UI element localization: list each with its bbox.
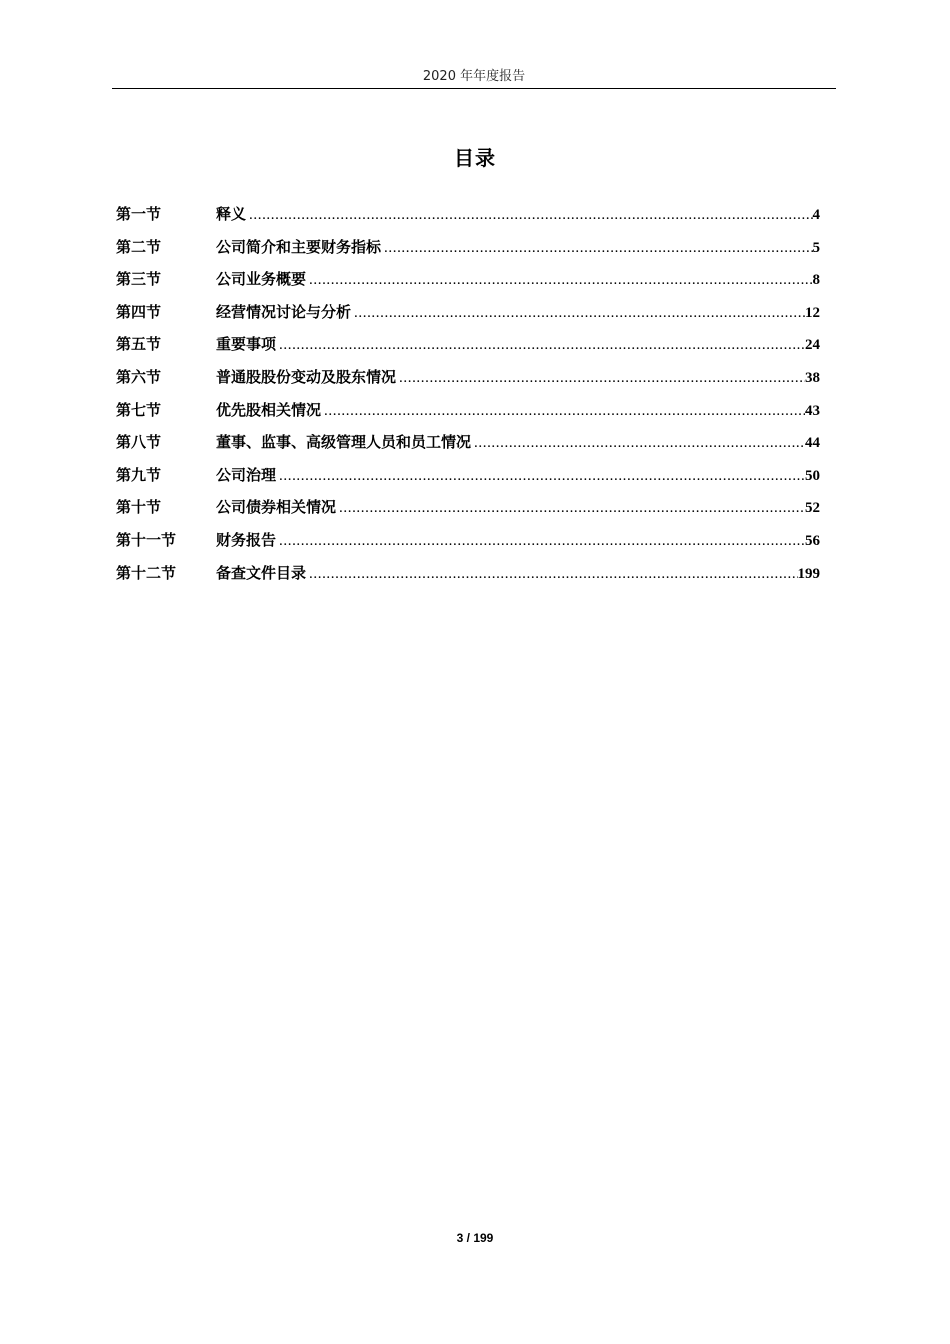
page-number-footer: 3 / 199 — [456, 1231, 494, 1245]
toc-entry-4[interactable] — [116, 296, 820, 329]
toc-section-name: 优先股相关情况 — [216, 400, 322, 419]
toc-entry-11[interactable] — [116, 524, 820, 557]
toc-entry-5[interactable] — [116, 328, 820, 361]
toc-section-number: 第九节 — [116, 465, 162, 484]
toc-section-number: 第五节 — [116, 335, 162, 354]
toc-section-number: 第二节 — [116, 237, 162, 256]
toc-dot-leader — [279, 329, 805, 362]
toc-dot-leader — [474, 427, 805, 460]
toc-dot-leader — [309, 558, 797, 591]
toc-section-number: 第四节 — [116, 302, 162, 321]
toc-section-name: 普通股股份变动及股东情况 — [216, 367, 397, 386]
toc-page-number: 8 — [812, 272, 820, 289]
toc-dot-leader — [249, 199, 812, 232]
toc-section-number: 第三节 — [116, 270, 162, 289]
toc-entry-3[interactable] — [116, 263, 820, 296]
toc-entry-12[interactable] — [116, 557, 820, 590]
toc-section-name: 公司治理 — [216, 465, 277, 484]
toc-entry-2[interactable] — [116, 231, 820, 264]
toc-section-name: 财务报告 — [216, 530, 277, 549]
toc-section-name: 公司简介和主要财务指标 — [216, 237, 382, 256]
header-divider — [112, 88, 836, 89]
toc-title: 目录 — [454, 146, 496, 170]
toc-page-number: 5 — [812, 239, 820, 256]
toc-dot-leader — [354, 297, 805, 330]
table-of-contents — [116, 198, 820, 589]
toc-dot-leader — [399, 362, 805, 395]
toc-section-name: 公司业务概要 — [216, 270, 307, 289]
toc-page-number: 24 — [805, 337, 820, 354]
toc-page-number: 52 — [805, 500, 820, 517]
toc-dot-leader — [279, 460, 805, 493]
toc-page-number: 12 — [805, 304, 820, 321]
toc-page-number: 56 — [805, 532, 820, 549]
toc-dot-leader — [339, 492, 805, 525]
toc-entry-8[interactable] — [116, 426, 820, 459]
toc-section-name: 释义 — [216, 205, 247, 223]
toc-dot-leader — [324, 395, 805, 428]
toc-section-number: 第六节 — [116, 367, 162, 386]
toc-section-number: 第八节 — [116, 433, 162, 452]
toc-dot-leader — [309, 264, 812, 297]
toc-section-name: 备查文件目录 — [216, 563, 307, 582]
toc-page-number: 4 — [812, 207, 820, 223]
toc-section-number: 第七节 — [116, 400, 162, 419]
toc-page-number: 43 — [805, 402, 820, 419]
toc-entry-1[interactable] — [116, 198, 820, 231]
toc-entry-7[interactable] — [116, 394, 820, 427]
toc-section-number: 第一节 — [116, 205, 162, 223]
toc-page-number: 44 — [805, 435, 820, 452]
toc-page-number: 199 — [797, 565, 820, 582]
toc-page-number: 50 — [805, 467, 820, 484]
toc-page-number: 38 — [805, 369, 820, 386]
toc-dot-leader — [279, 525, 805, 558]
toc-dot-leader — [384, 232, 812, 265]
toc-section-name: 公司债券相关情况 — [216, 498, 337, 517]
toc-section-number: 第十一节 — [116, 530, 177, 549]
toc-section-name: 重要事项 — [216, 335, 277, 354]
toc-entry-10[interactable] — [116, 491, 820, 524]
toc-entry-6[interactable] — [116, 361, 820, 394]
toc-section-number: 第十二节 — [116, 563, 177, 582]
toc-entry-9[interactable] — [116, 459, 820, 492]
toc-section-number: 第十节 — [116, 498, 162, 517]
page-header: 2020 年年度报告 — [422, 69, 526, 84]
toc-section-name: 经营情况讨论与分析 — [216, 302, 352, 321]
toc-section-name: 董事、监事、高级管理人员和员工情况 — [216, 433, 472, 452]
